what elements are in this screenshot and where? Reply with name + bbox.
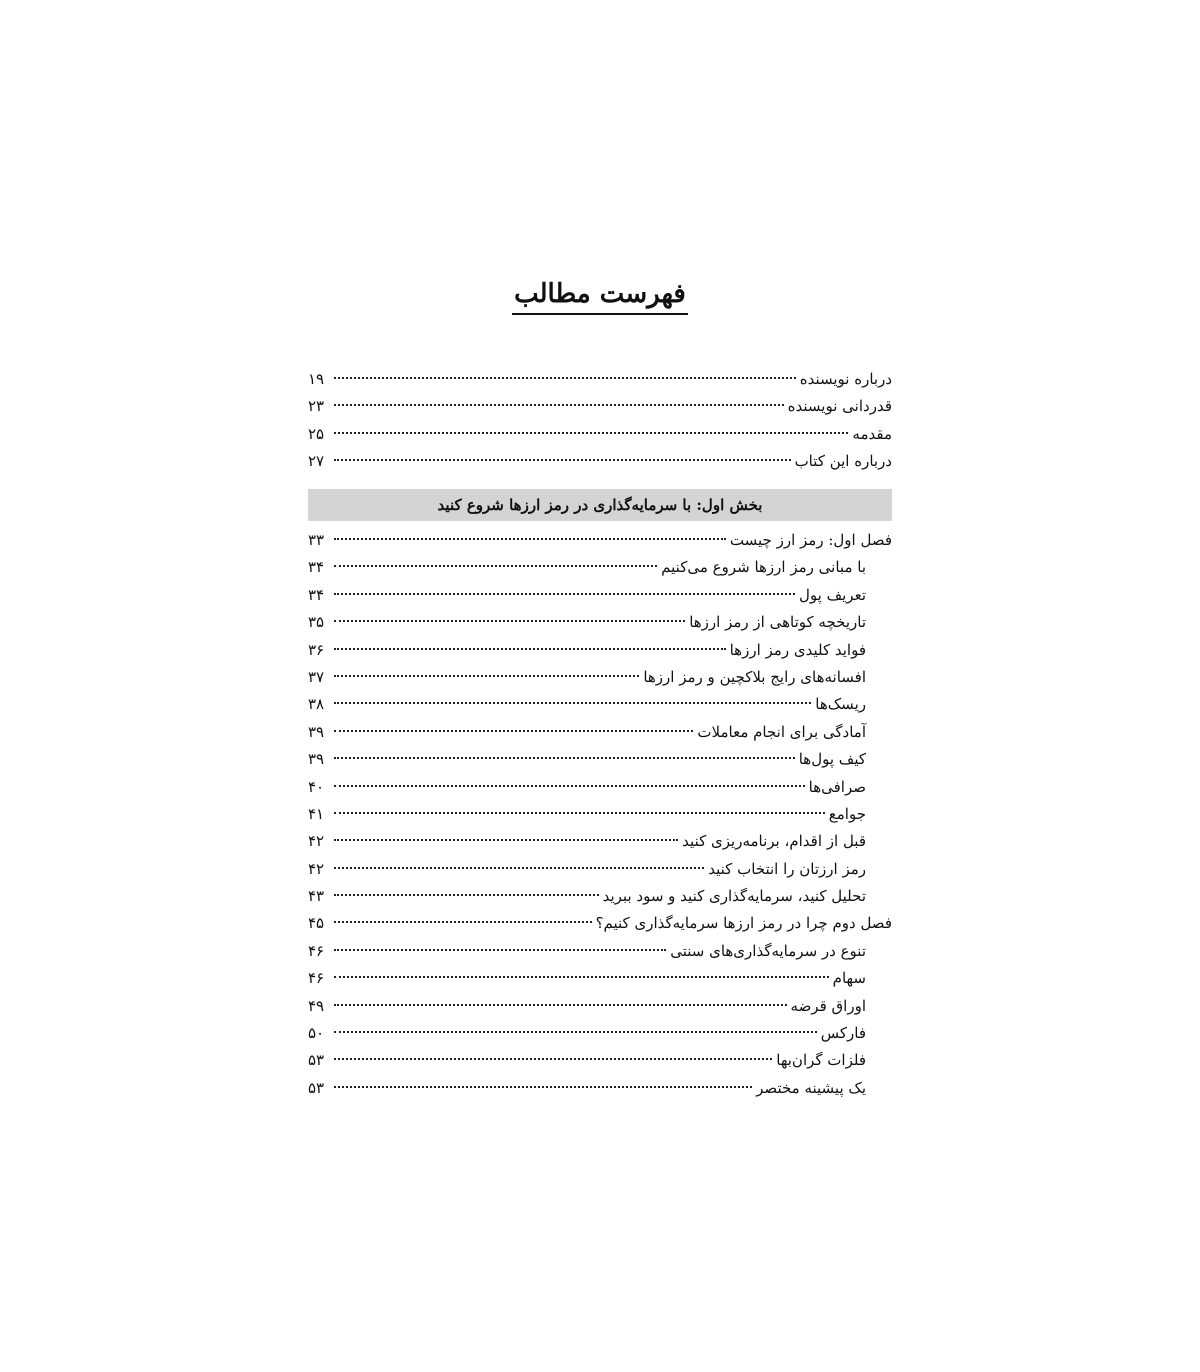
toc-entry-page-number: ۵۳ [308, 1051, 325, 1070]
toc-entry [308, 1020, 892, 1047]
toc-entry-page-number: ۴۹ [308, 996, 325, 1015]
toc-entry-label: قدردانی نویسنده [787, 397, 892, 416]
toc-entry-label: اوراق قرضه [790, 996, 866, 1015]
dot-leader [334, 867, 704, 869]
toc-entry [308, 691, 892, 718]
toc-entry-page-number: ۲۵ [308, 424, 325, 443]
toc-entry-label: افسانه‌های رایج بلاکچین و رمز ارزها [643, 667, 866, 686]
toc-entry-label: تحلیل کنید، سرمایه‌گذاری کنید و سود ببرید [602, 887, 866, 906]
toc-entry-label: قبل از اقدام، برنامه‌ریزی کنید [682, 832, 866, 851]
dot-leader [334, 538, 726, 540]
dot-leader [334, 757, 795, 759]
toc-entry-page-number: ۳۹ [308, 750, 325, 769]
toc-entry-page-number: ۴۵ [308, 914, 325, 933]
toc-entry [308, 421, 892, 448]
dot-leader [334, 459, 791, 461]
toc-entry-page-number: ۴۶ [308, 941, 325, 960]
toc-entry [308, 366, 892, 393]
page-title-text: فهرست مطالب [512, 279, 688, 315]
dot-leader [334, 976, 829, 978]
toc-entry-page-number: ۴۱ [308, 804, 325, 823]
toc-entry-page-number: ۳۴ [308, 585, 325, 604]
dot-leader [334, 785, 805, 787]
toc-entry [308, 774, 892, 801]
toc-entry-label: آمادگی برای انجام معاملات [697, 722, 866, 741]
toc-entry [308, 856, 892, 883]
toc-entry-label: مقدمه [852, 424, 892, 443]
toc-entry-page-number: ۳۵ [308, 613, 325, 632]
part-one-heading: بخش اول: با سرمایه‌گذاری در رمز ارزها شروع کنید [308, 489, 892, 521]
toc-entry [308, 664, 892, 691]
dot-leader [334, 1004, 787, 1006]
toc-entry [308, 883, 892, 910]
toc-entry [308, 993, 892, 1020]
toc-entry-label: با مبانی رمز ارزها شروع می‌کنیم [661, 558, 866, 577]
toc-entry-page-number: ۴۳ [308, 887, 325, 906]
dot-leader [334, 949, 666, 951]
toc-entry [308, 554, 892, 581]
toc-entry [308, 746, 892, 773]
toc-entry-page-number: ۵۰ [308, 1024, 325, 1043]
toc-entry-page-number: ۱۹ [308, 370, 325, 388]
dot-leader [334, 730, 693, 732]
toc-entry-label: تنوع در سرمایه‌گذاری‌های سنتی [670, 941, 866, 960]
dot-leader [334, 377, 796, 379]
dot-leader [334, 812, 825, 814]
toc-entry-label: فواید کلیدی رمز ارزها [729, 640, 866, 659]
toc-entry-label: رمز ارزتان را انتخاب کنید [708, 859, 866, 878]
toc-entry-label: درباره نویسنده [799, 370, 892, 388]
dot-leader [334, 894, 599, 896]
toc-entry-label: یک پیشینه مختصر [756, 1078, 866, 1097]
toc-entry-label: جوامع [828, 804, 866, 823]
toc-entry-label: فصل اول: رمز ارز چیست [729, 531, 892, 549]
toc-entry-page-number: ۲۳ [308, 397, 325, 416]
toc-entry-page-number: ۴۰ [308, 777, 325, 796]
chapter-entries-list [308, 527, 892, 1102]
toc-entry [308, 448, 892, 475]
toc-entry-page-number: ۴۲ [308, 832, 325, 851]
toc-entry-page-number: ۴۶ [308, 969, 325, 988]
toc-entry [308, 1047, 892, 1074]
toc-entry-label: سهام [832, 969, 866, 988]
toc-entry [308, 938, 892, 965]
toc-entry-label: تعریف پول [799, 585, 866, 604]
toc-entry-page-number: ۳۴ [308, 558, 325, 577]
dot-leader [334, 839, 678, 841]
toc-entry [308, 609, 892, 636]
toc-entry-page-number: ۳۷ [308, 667, 325, 686]
toc-entry-label: تاریخچه کوتاهی از رمز ارزها [689, 613, 866, 632]
toc-entry [308, 582, 892, 609]
toc-entry-label: کیف پول‌ها [798, 750, 866, 769]
toc-entry-label: درباره این کتاب [794, 452, 892, 471]
page-title [0, 272, 1200, 315]
toc-entry [308, 828, 892, 855]
toc-entry-label: صرافی‌ها [808, 777, 866, 796]
toc-entry-page-number: ۳۶ [308, 640, 325, 659]
dot-leader [334, 648, 726, 650]
dot-leader [334, 432, 848, 434]
toc-entry-label: فلزات گران‌بها [776, 1051, 866, 1070]
dot-leader [334, 1058, 772, 1060]
toc-entry-label: فصل دوم چرا در رمز ارزها سرمایه‌گذاری کنیم؟ [595, 914, 892, 933]
toc-entry-page-number: ۲۷ [308, 452, 325, 471]
dot-leader [334, 1086, 752, 1088]
toc-entry [308, 527, 892, 554]
dot-leader [334, 404, 784, 406]
dot-leader [334, 702, 811, 704]
toc-entry-page-number: ۴۲ [308, 859, 325, 878]
toc-entry [308, 393, 892, 420]
toc-entry-page-number: ۳۸ [308, 695, 325, 714]
toc-entry [308, 637, 892, 664]
toc-entry [308, 910, 892, 937]
dot-leader [334, 620, 685, 622]
dot-leader [334, 1031, 817, 1033]
toc-entry [308, 965, 892, 992]
toc-entry-page-number: ۳۳ [308, 531, 325, 549]
toc-entry [308, 719, 892, 746]
toc-entry-label: ریسک‌ها [815, 695, 866, 714]
toc-entry [308, 801, 892, 828]
toc-entry [308, 1075, 892, 1102]
toc-entry-page-number: ۵۳ [308, 1078, 325, 1097]
dot-leader [334, 565, 657, 567]
dot-leader [334, 593, 795, 595]
toc-entry-page-number: ۳۹ [308, 722, 325, 741]
toc-entry-label: فارکس [820, 1024, 866, 1043]
dot-leader [334, 921, 592, 923]
dot-leader [334, 675, 639, 677]
front-matter-list [308, 366, 892, 476]
